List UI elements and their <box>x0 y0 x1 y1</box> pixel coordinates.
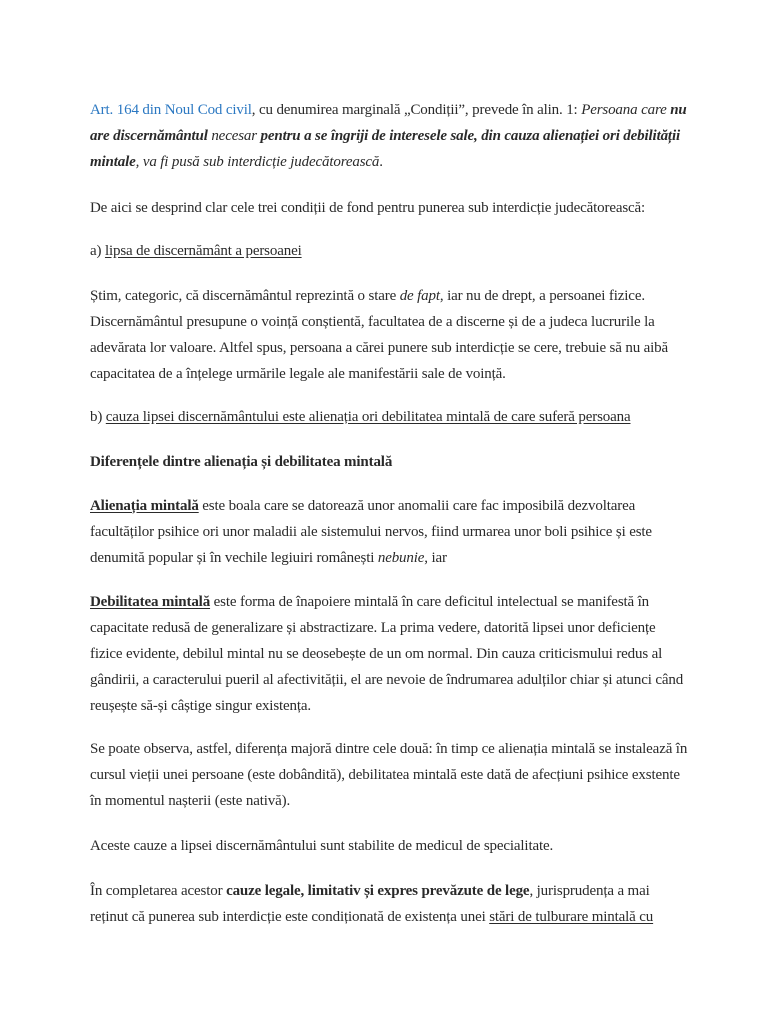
text: , iar nu de drept, a persoanei fizice. Discernământul presupune o voință conștientă, facultatea de a discerne și de a judeca lucrurile la adevărata lor valoare. Altfel spus, persoana a cărei punere sub interdicție se cere, trebuie să nu aibă capacitatea de a înțelege urmările legale ale manifestării sale de voință. <box>90 288 669 382</box>
term-bold-underlined: Alienația mintală <box>90 498 199 514</box>
paragraph-art-164 <box>90 97 690 175</box>
paragraph-jurisprudenta <box>90 878 690 930</box>
paragraph-alienatie <box>90 493 690 571</box>
list-marker: a) <box>90 243 105 259</box>
text-bold-italic: pentru a se îngriji de interesele sale, din cauza alienației ori debilității mintale <box>90 128 680 170</box>
text-italic: , va fi pusă sub interdicție judecătorească <box>135 154 380 170</box>
text-italic: necesar <box>207 128 261 144</box>
paragraph-diferenta: Se poate observa, astfel, diferența majoră dintre cele două: în timp ce alienația mintală se instalează în cursul vieții unei persoane (este dobândită), debilitatea mintală este dată de afecțiuni psihice exstente în momentul nașterii (este nativă). <box>90 741 688 809</box>
link-art-164[interactable]: Art. 164 din Noul Cod civil <box>90 102 252 118</box>
text: este boala care se datorează unor anomalii care fac imposibilă dezvoltarea facultăților psihice ori unor maladii ale sistemului nervos, fiind urmarea unor boli psihice și este denumită popular și în vechile legiuiri românești <box>90 498 652 566</box>
text: , jurisprudența a mai reținut că punerea sub interdicție este condiționată de existența unei <box>90 883 650 925</box>
text: , cu denumirea marginală „Condiții”, prevede în alin. 1: <box>251 102 582 118</box>
text: . <box>379 154 383 170</box>
paragraph-debilitate <box>90 589 690 719</box>
paragraph-condition-a <box>90 238 690 264</box>
text-underlined: stări de tulburare mintală cu <box>489 909 654 925</box>
term-bold-underlined: Debilitatea mintală <box>90 594 211 610</box>
text: este forma de înapoiere mintală în care deficitul intelectual se manifestă în capacitate redusă de generalizare și abstractizare. La prima vedere, datorită lipsei unor deficiențe fizice evidente, debilul mintal nu se deosebește de un om normal. Din cauza criticismului redus al gândirii, a caracterului pueril al afectivității, el are nevoie de îndrumarea adulților chiar și atunci când reușește să-și câștige singur existența. <box>90 594 684 714</box>
text-italic: de fapt <box>399 288 440 304</box>
text-bold-italic: nu are discernământul <box>90 102 687 144</box>
text: În completarea acestor <box>90 883 227 899</box>
paragraph-cauze: Aceste cauze a lipsei discernământului sunt stabilite de medicul de specialitate. <box>90 838 554 854</box>
text: Știm, categoric, că discernământul reprezintă o stare <box>90 288 400 304</box>
text-underlined: lipsa de discernământ a persoanei <box>104 243 302 259</box>
section-heading: Diferențele dintre alienația și debilitatea mintală <box>90 454 393 470</box>
text-italic: Persoana care <box>581 102 671 118</box>
paragraph-discernament <box>90 283 690 387</box>
paragraph-condition-b <box>90 404 690 430</box>
text-italic: nebunie <box>377 550 425 566</box>
text-underlined: cauza lipsei discernământului este alienația ori debilitatea mintală de care suferă persoana <box>105 409 631 425</box>
text: , iar <box>424 550 447 566</box>
paragraph-conditions-intro: De aici se desprind clar cele trei condiții de fond pentru punerea sub interdicție judecătorească: <box>90 200 646 216</box>
text-bold: cauze legale, limitativ și expres prevăzute de lege <box>226 883 530 899</box>
list-marker: b) <box>90 409 106 425</box>
